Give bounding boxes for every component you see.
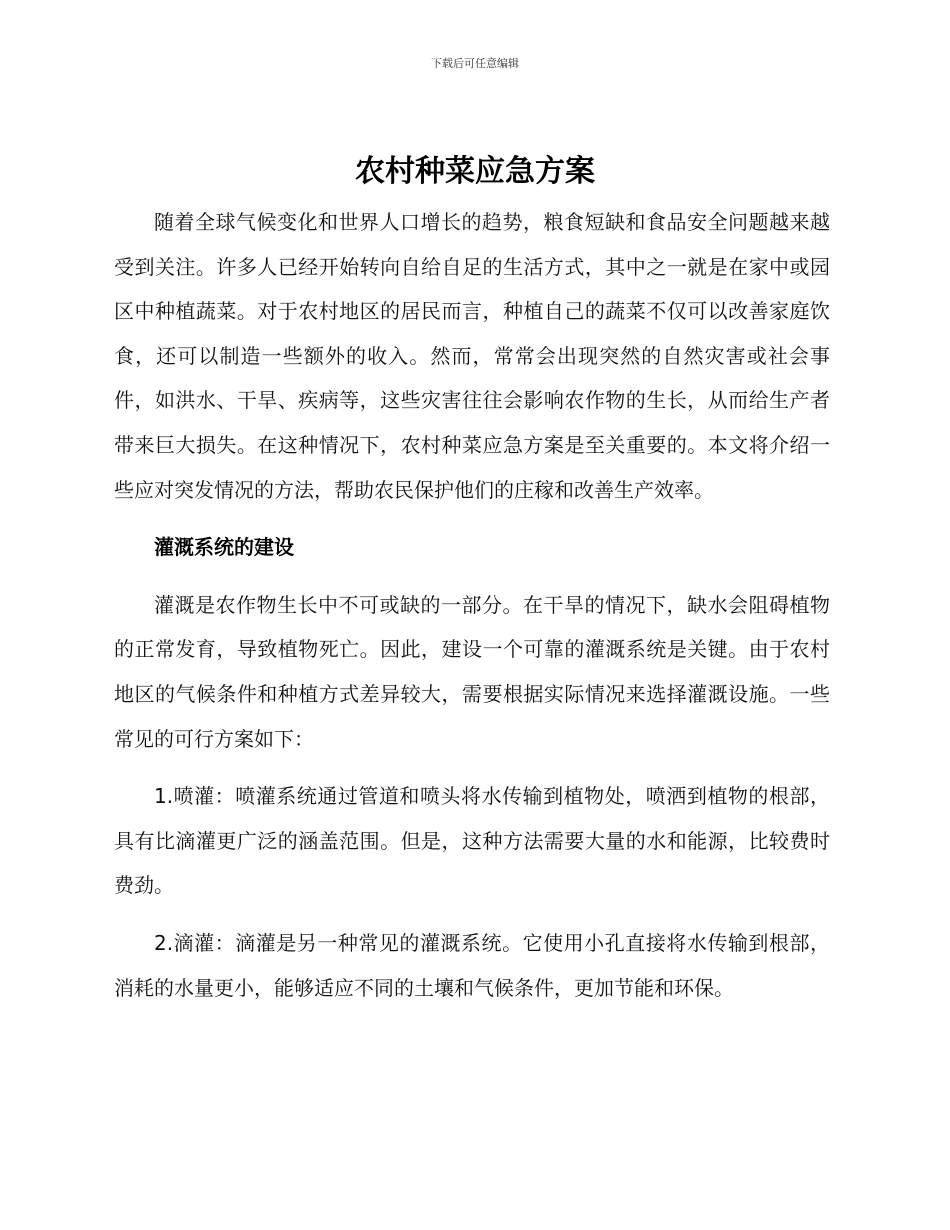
header-note: 下载后可任意编辑 [431, 57, 519, 70]
list-item-drip: 2.滴灌：滴灌是另一种常见的灌溉系统。它使用小孔直接将水传输到根部，消耗的水量更小，能够适应不同的土壤和气候条件，更加节能和环保。 [114, 930, 830, 1000]
irrigation-paragraph: 灌溉是农作物生长中不可或缺的一部分。在干旱的情况下，缺水会阻碍植物的正常发育，导致植物死亡。因此，建设一个可靠的灌溉系统是关键。由于农村地区的气候条件和种植方式差异较大，需要根据实际情况来选择灌溉设施。一些常见的可行方案如下： [114, 592, 830, 751]
list-item-sprinkler: 1.喷灌：喷灌系统通过管道和喷头将水传输到植物处，喷洒到植物的根部，具有比滴灌更广泛的涵盖范围。但是，这种方法需要大量的水和能源，比较费时费劲。 [114, 784, 830, 898]
document-body [114, 200, 830, 1010]
page-title: 农村种菜应急方案 [355, 154, 595, 189]
section-heading-irrigation: 灌溉系统的建设 [154, 535, 294, 560]
intro-paragraph: 随着全球气候变化和世界人口增长的趋势，粮食短缺和食品安全问题越来越受到关注。许多人已经开始转向自给自足的生活方式，其中之一就是在家中或园区中种植蔬菜。对于农村地区的居民而言，种植自己的蔬菜不仅可以改善家庭饮食，还可以制造一些额外的收入。然而，常常会出现突然的自然灾害或社会事件，如洪水、干旱、疾病等，这些灾害往往会影响农作物的生长，从而给生产者带来巨大损失。在这种情况下，农村种菜应急方案是至关重要的。本文将介绍一些应对突发情况的方法，帮助农民保护他们的庄稼和改善生产效率。 [114, 210, 830, 502]
